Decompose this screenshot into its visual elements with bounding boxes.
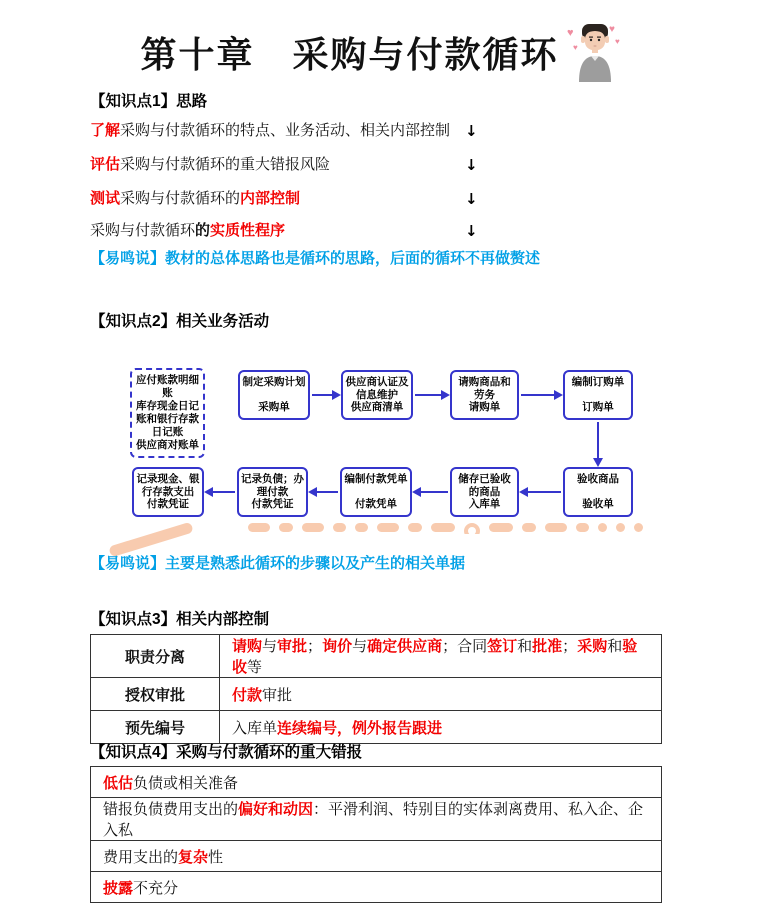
flow-action: 验收商品 [577,473,619,485]
flow-box-requisition-goods [450,370,519,420]
kp1-step-1 [90,121,650,141]
flow-arrow-left-icon [414,491,448,493]
kp3-row-label: 职责分离 [91,635,220,678]
flow-doc: 付款凭单 [355,498,397,511]
flow-doc: 付款凭证 [147,498,189,511]
kp1-step-2-text: 评估采购与付款循环的重大错报风险 [90,156,331,173]
svg-text:♥: ♥ [572,43,578,52]
flow-doc: 验收单 [582,498,614,511]
table-row [91,711,662,744]
flow-arrow-left-icon [206,491,235,493]
kp3-row-label: 授权审批 [91,678,220,711]
flow-box-prepare-purchase-order [563,370,633,420]
down-arrow-icon: ↓ [465,122,478,140]
down-arrow-icon: ↓ [465,222,478,240]
kp3-row-content: 入库单连续编号，例外报告跟进 [220,711,662,744]
flow-arrow-right-icon [312,394,339,396]
flow-action: 供应商认证及信息维护 [345,376,409,401]
table-row [91,841,662,872]
flow-arrow-right-icon [521,394,561,396]
kp1-step-4-text: 采购与付款循环的实质性程序 [90,222,286,239]
page-title: 第十章 采购与付款循环 [140,34,559,75]
flow-action: 编制付款凭单 [344,473,408,485]
table-row [91,872,662,903]
kp1-step-3 [90,189,650,209]
kp4-table [90,766,662,903]
watermark-at-icon [464,523,480,534]
down-arrow-icon: ↓ [465,190,478,208]
kp1-note: 【易鸣说】教材的总体思路也是循环的思路，后面的循环不再做赘述 [90,250,541,267]
kp4-row-content: 费用支出的复杂性 [91,841,662,872]
flow-action: 请购商品和劳务 [458,376,511,401]
kp3-row-content: 请购与审批；询价与确定供应商；合同签订和批准；采购和验收等 [220,635,662,678]
flow-box-prepare-payment-voucher [340,467,412,517]
ledger-line-1: 应付账款明细账 [136,374,199,399]
kp3-row-label: 预先编号 [91,711,220,744]
flow-box-supplier-certification [341,370,413,420]
avatar-image [565,20,625,84]
watermark-text-fragment [248,523,693,534]
table-row [91,798,662,841]
kp2-note: 【易鸣说】主要是熟悉此循环的步骤以及产生的相关单据 [90,555,466,572]
flow-doc: 入库单 [468,498,501,511]
kp1-step-1-text: 了解采购与付款循环的特点、业务活动、相关内部控制 [90,122,451,139]
kp2-heading: 【知识点2】相关业务活动 [90,313,270,330]
flow-arrow-right-icon [415,394,448,396]
flow-doc: 付款凭证 [251,498,294,511]
title-row [0,20,765,84]
kp1-step-3-text: 测试采购与付款循环的内部控制 [90,190,301,207]
kp1-step-4 [90,221,650,241]
svg-text:♥: ♥ [614,37,620,46]
flow-action: 记录负债；办理付款 [241,473,304,498]
kp4-row-content: 低估负债或相关准备 [91,767,662,798]
flow-doc: 采购单 [258,401,290,414]
flow-action: 记录现金、银行存款支出 [136,473,200,498]
flow-doc: 请购单 [468,401,501,414]
flow-box-record-liability-pay [237,467,308,517]
flow-action: 制定采购计划 [242,376,306,388]
svg-text:♥: ♥ [566,27,574,39]
flow-arrow-left-icon [310,491,338,493]
flow-arrow-left-icon [521,491,561,493]
flow-doc: 供应商清单 [350,401,404,414]
kp4-row-content: 错报负债费用支出的偏好和动因：平滑利润、特别目的实体剥离费用、私入企、企入私 [91,798,662,841]
flow-box-store-goods [450,467,519,517]
flow-box-record-cash-payment [132,467,204,517]
flow-box-make-purchase-plan [238,370,310,420]
kp4-row-content: 披露不充分 [91,872,662,903]
table-row [91,678,662,711]
flow-action: 储存已验收的商品 [458,473,511,498]
table-row [91,635,662,678]
table-row [91,767,662,798]
down-arrow-icon: ↓ [465,156,478,174]
ledger-line-3: 供应商对账单 [136,439,199,452]
flow-action: 编制订购单 [571,376,625,388]
kp3-table [90,634,662,744]
svg-text:♥: ♥ [608,24,615,35]
kp3-row-content: 付款审批 [220,678,662,711]
flow-doc: 订购单 [582,401,614,414]
ledger-line-2: 库存现金日记账和银行存款日记账 [136,400,199,438]
flow-box-inspect-goods [563,467,633,517]
flow-arrow-down-icon [597,422,599,465]
kp1-step-2 [90,155,650,175]
kp3-heading: 【知识点3】相关内部控制 [90,611,270,628]
flow-ledger-box [130,368,205,458]
kp1-heading: 【知识点1】思路 [90,93,208,110]
kp4-heading: 【知识点4】采购与付款循环的重大错报 [90,744,363,761]
